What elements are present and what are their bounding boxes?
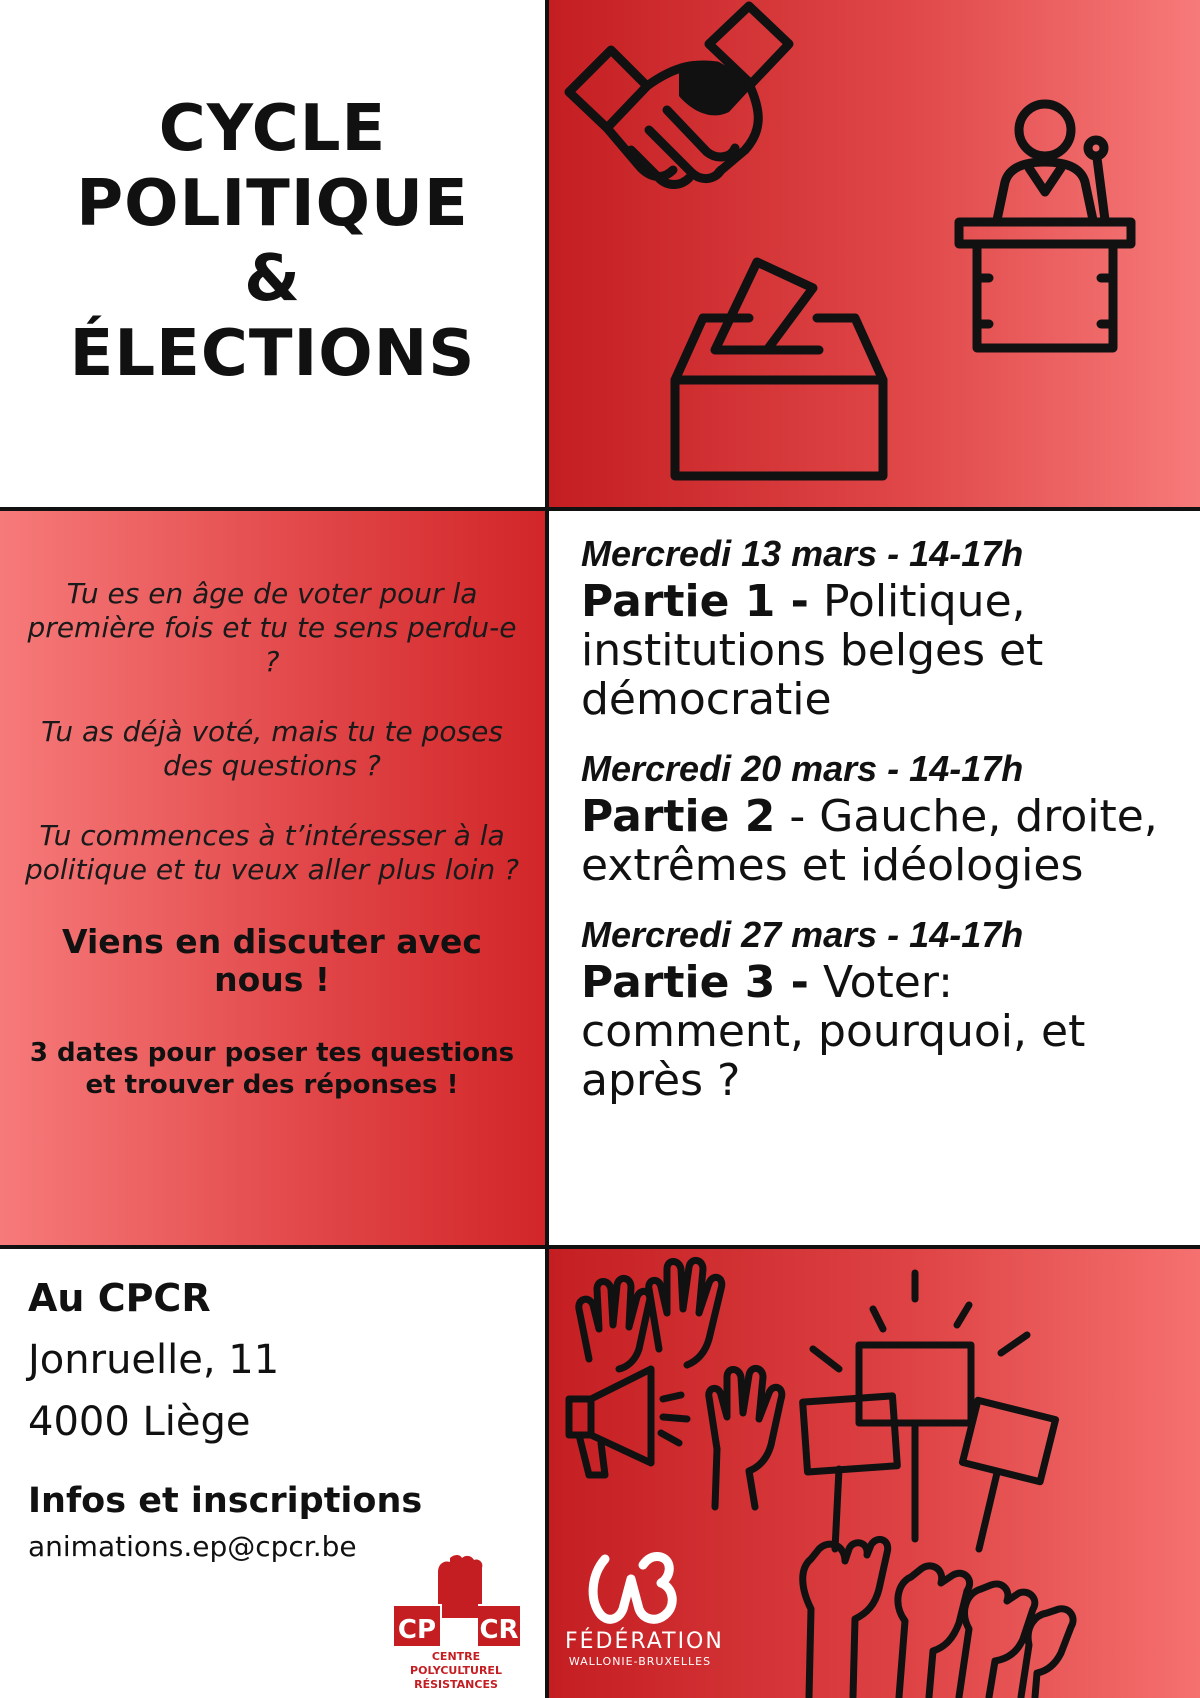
session-topic: - Gauche, droite, extrêmes et idéologies	[581, 791, 1158, 891]
session-part: Partie 1 -	[581, 576, 809, 627]
session-topic: Voter: comment, pourquoi, et après ?	[581, 957, 1086, 1106]
location-block	[28, 1273, 528, 1567]
session-description	[581, 958, 1181, 1105]
handshake-icon	[569, 6, 789, 185]
raised-fist-icon	[438, 1555, 482, 1618]
speaker-podium-icon	[959, 104, 1131, 348]
session-item	[581, 912, 1181, 1105]
call-to-action: Viens en discuter avec nous !	[62, 922, 482, 999]
session-date: Mercredi 20 mars - 14-17h	[581, 748, 1024, 789]
street-address: Jonruelle, 11	[28, 1337, 280, 1383]
session-part: Partie 2	[581, 791, 776, 842]
page-title	[0, 92, 545, 392]
cpcr-name	[386, 1650, 526, 1692]
cpcr-name-line: RÉSISTANCES	[414, 1678, 498, 1691]
session-description	[581, 792, 1181, 890]
cpcr-letters-left: CP	[397, 1615, 437, 1645]
grid-divider-horizontal	[0, 507, 1200, 511]
session-item	[581, 531, 1181, 724]
contact-label: Infos et inscriptions	[28, 1481, 423, 1521]
icons-panel	[549, 0, 1200, 507]
fwb-name: FÉDÉRATION	[565, 1629, 724, 1654]
grid-divider-horizontal	[0, 1245, 1200, 1249]
dates-note: 3 dates pour poser tes questions et trouver des réponses !	[29, 1038, 515, 1100]
protest-panel	[549, 1249, 1200, 1698]
ballot-box-icon	[675, 262, 883, 476]
fwb-logo	[565, 1549, 724, 1689]
cpcr-name-line: CENTRE POLYCULTUREL	[410, 1650, 502, 1677]
cpcr-logo	[386, 1554, 526, 1691]
contact-email[interactable]: animations.ep@cpcr.be	[28, 1530, 357, 1563]
protest-signs-icon	[803, 1273, 1073, 1697]
cpcr-letters-right: CR	[479, 1615, 519, 1645]
session-item	[581, 746, 1181, 890]
grid-divider-vertical	[545, 0, 549, 1698]
intro-text	[22, 577, 522, 1101]
session-part: Partie 3 -	[581, 957, 809, 1008]
title-line: &	[244, 242, 301, 316]
session-list	[581, 531, 1181, 1127]
title-line: ÉLECTIONS	[69, 317, 476, 391]
session-date: Mercredi 27 mars - 14-17h	[581, 914, 1024, 955]
fwb-subtitle: WALLONIE-BRUXELLES	[568, 1655, 712, 1668]
info-panel	[0, 1249, 545, 1698]
fwb-mark-icon	[593, 1556, 672, 1619]
venue-name: Au CPCR	[28, 1276, 211, 1320]
title-panel	[0, 0, 545, 507]
intro-question: Tu es en âge de voter pour la première fois et tu te sens perdu-e ?	[27, 577, 517, 678]
city-address: 4000 Liège	[28, 1399, 251, 1445]
session-description	[581, 577, 1181, 724]
intro-question: Tu commences à t’intéresser à la politique et tu veux aller plus loin ?	[25, 819, 519, 886]
raised-hands-megaphone-icon	[569, 1260, 782, 1507]
session-date: Mercredi 13 mars - 14-17h	[581, 533, 1024, 574]
title-line: POLITIQUE	[76, 167, 469, 241]
intro-panel	[0, 511, 545, 1245]
intro-question: Tu as déjà voté, mais tu te poses des questions ?	[41, 715, 503, 782]
title-line: CYCLE	[158, 92, 387, 166]
schedule-panel	[549, 511, 1200, 1245]
session-topic: Politique, institutions belges et démocratie	[581, 576, 1044, 725]
